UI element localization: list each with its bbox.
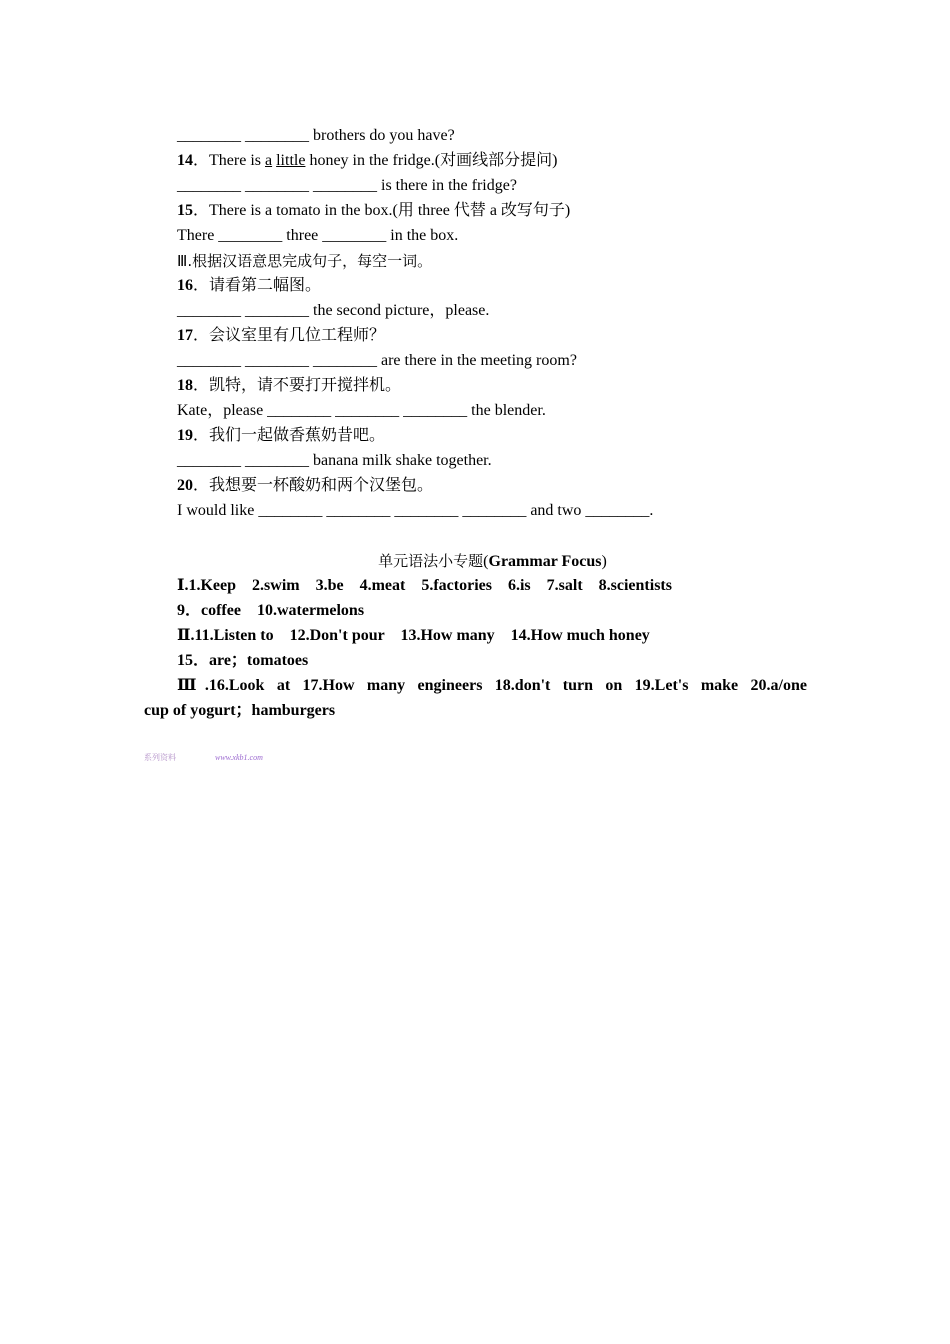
q14-prompt: 14．There is a little honey in the fridge.(对画线部分提问) bbox=[177, 152, 558, 169]
answer-key-title: 单元语法小专题(Grammar Focus) bbox=[378, 552, 607, 570]
q19-prompt: 19．我们一起做香蕉奶昔吧。 bbox=[177, 427, 386, 444]
q17-prompt: 17．会议室里有几位工程师？ bbox=[177, 327, 386, 344]
q20-number: 20 bbox=[177, 477, 193, 494]
q18-prompt: 18．凯特，请不要打开搅拌机。 bbox=[177, 377, 402, 394]
q14-number: 14 bbox=[177, 152, 193, 169]
footer-label: 系列资料 bbox=[144, 753, 176, 762]
q20-answer-line: I would like ________ ________ ________ ________ and two ________. bbox=[177, 502, 654, 519]
q15-number: 15 bbox=[177, 202, 193, 219]
q20-prompt: 20．我想要一杯酸奶和两个汉堡包。 bbox=[177, 477, 434, 494]
q18-number: 18 bbox=[177, 377, 193, 394]
q15-prompt: 15．There is a tomato in the box.(用 three 代替 a 改写句子) bbox=[177, 202, 571, 219]
q19-answer-line: ________ ________ banana milk shake together. bbox=[177, 452, 492, 469]
q16-prompt: 16．请看第二幅图。 bbox=[177, 277, 322, 294]
q15-answer-line: There ________ three ________ in the box. bbox=[177, 227, 459, 244]
answers-section-ii-line2: 15．are；tomatoes bbox=[177, 652, 309, 669]
q19-number: 19 bbox=[177, 427, 193, 444]
footer-url[interactable]: www.xkb1.com bbox=[215, 753, 263, 762]
answers-section-i-line2: 9．coffee 10.watermelons bbox=[177, 602, 365, 619]
answers-section-ii-line1: Ⅱ.11.Listen to 12.Don't pour 13.How many 14.How much honey bbox=[177, 627, 650, 644]
q17-number: 17 bbox=[177, 327, 193, 344]
q14-underlined-a: a bbox=[265, 152, 273, 169]
answers-section-iii-line2: cup of yogurt；hamburgers bbox=[144, 702, 336, 719]
q16-number: 16 bbox=[177, 277, 193, 294]
q18-answer-line: Kate，please ________ ________ ________ the blender. bbox=[177, 402, 546, 419]
q16-answer-line: ________ ________ the second picture，please. bbox=[177, 302, 490, 319]
answers-section-i-line1: Ⅰ.1.Keep 2.swim 3.be 4.meat 5.factories 6.is 7.salt 8.scientists bbox=[177, 577, 672, 594]
q14-answer-line: ________ ________ ________ is there in the fridge? bbox=[177, 177, 517, 194]
answers-section-iii-line1: Ⅲ.16.Look at 17.How many engineers 18.don't turn on 19.Let's make 20.a/one bbox=[177, 677, 807, 694]
q13-answer-line: ________ ________ brothers do you have? bbox=[177, 127, 455, 144]
q14-underlined-little: little bbox=[276, 152, 306, 169]
section-iii-heading: Ⅲ.根据汉语意思完成句子，每空一词。 bbox=[177, 252, 433, 270]
q17-answer-line: ________ ________ ________ are there in the meeting room? bbox=[177, 352, 577, 369]
